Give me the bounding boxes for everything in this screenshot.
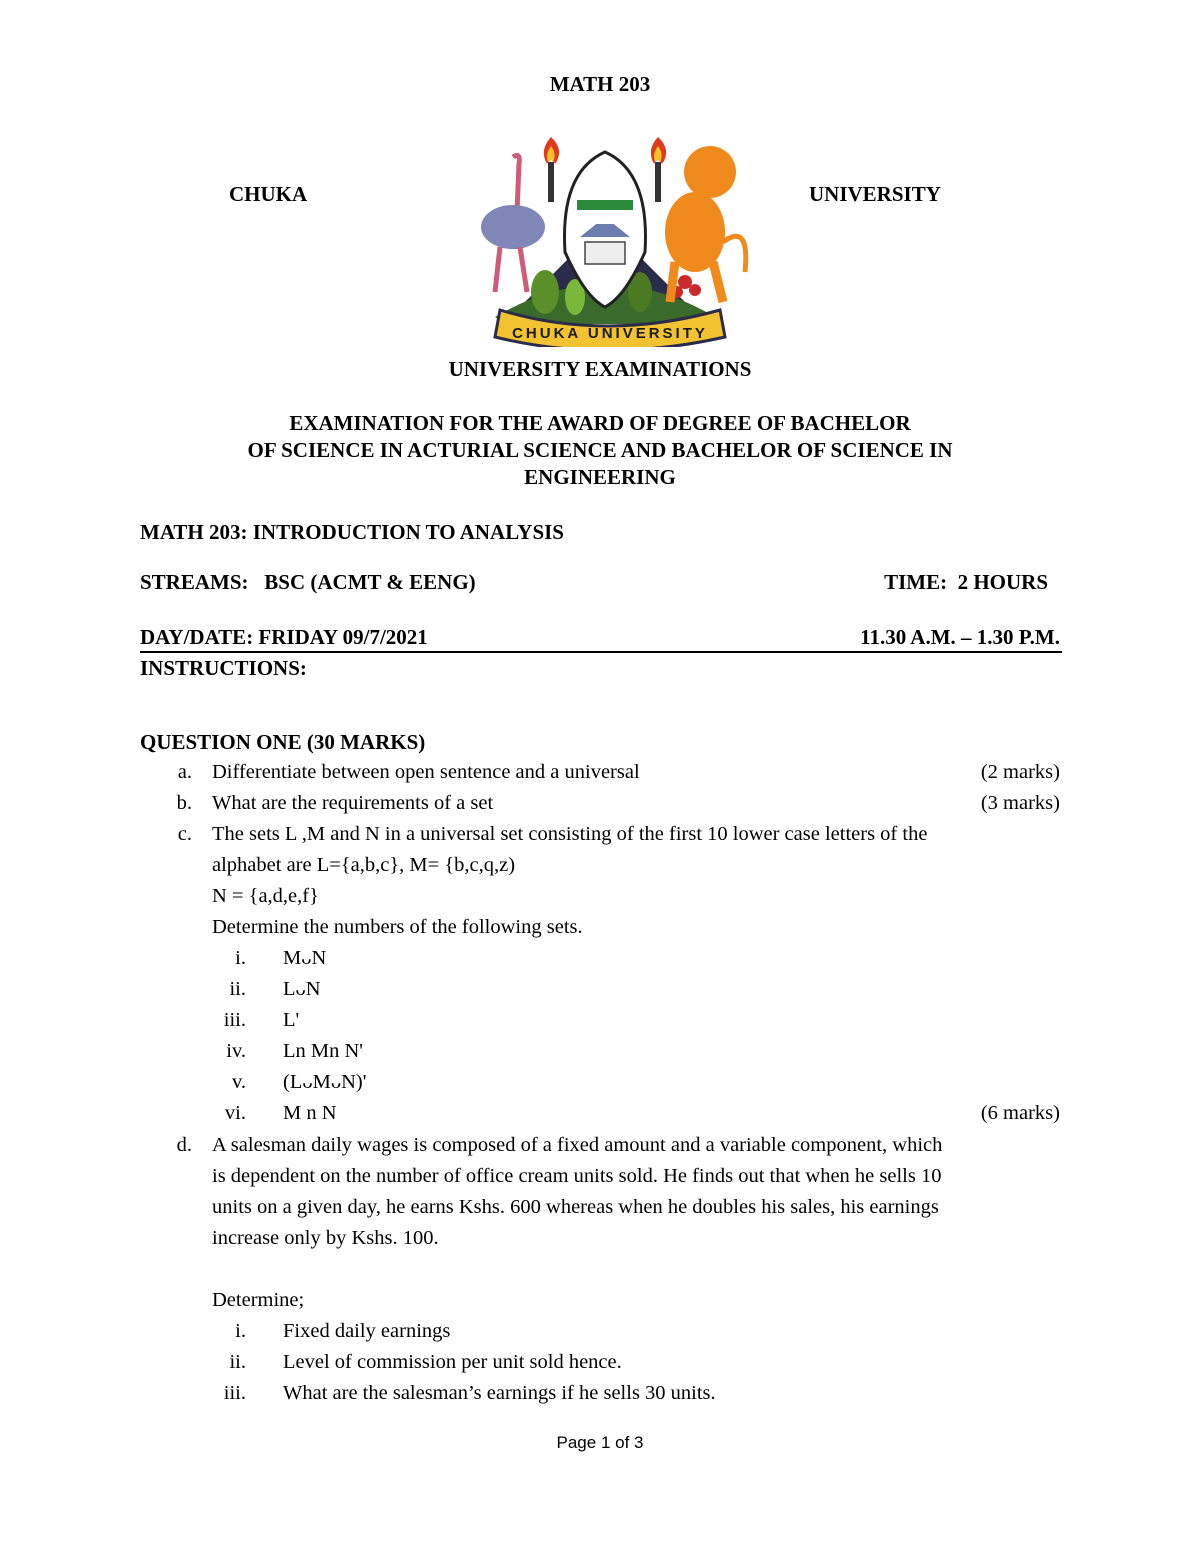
question-d-sub-i [140, 1320, 1060, 1348]
university-crest-logo [455, 132, 755, 347]
crest-banner-text: CHUKA UNIVERSITY [512, 325, 708, 342]
question-a [140, 761, 1060, 789]
sub-text: What are the salesman’s earnings if he sells 30 units. [283, 1382, 716, 1404]
question-c-line-2: alphabet are L={a,b,c}, M= {b,c,q,z) [212, 854, 516, 876]
question-d-line-3-row [140, 1196, 1060, 1224]
question-d-letter: d. [176, 1134, 192, 1156]
sub-number: iii. [223, 1382, 246, 1404]
exam-duration: TIME: 2 HOURS [884, 570, 1048, 594]
question-c-line-4: Determine the numbers of the following sets. [212, 916, 583, 938]
question-a-letter: a. [177, 761, 192, 783]
sub-number: iv. [226, 1040, 246, 1062]
question-d-line-3: units on a given day, he earns Kshs. 600 whereas when he doubles his sales, his earnings [212, 1196, 939, 1218]
sub-text: MᴗN [283, 947, 327, 969]
question-c-sub-i [140, 947, 1060, 975]
question-c-letter: c. [177, 823, 192, 845]
question-d-line-4-row [140, 1227, 1060, 1255]
question-c [140, 823, 1060, 851]
question-a-marks: (2 marks) [980, 761, 1060, 783]
question-d-sub-ii [140, 1351, 1060, 1379]
question-c-line-1: The sets L ,M and N in a universal set consisting of the first 10 lower case letters of the [212, 823, 928, 845]
question-d-line-2: is dependent on the number of office cream units sold. He finds out that when he sells 10 [212, 1165, 942, 1187]
time-range: 11.30 A.M. – 1.30 P.M. [860, 625, 1060, 649]
question-c-sub-iii [140, 1009, 1060, 1037]
question-b-text: What are the requirements of a set [212, 792, 494, 814]
question-b-letter: b. [176, 792, 192, 814]
question-d-line-2-row [140, 1165, 1060, 1193]
sub-text: M n N [283, 1102, 337, 1124]
award-line-2: OF SCIENCE IN ACTURIAL SCIENCE AND BACHELOR OF SCIENCE IN [247, 438, 953, 462]
sub-text: (LᴗMᴗN)' [283, 1071, 367, 1093]
question-c-sub-iv [140, 1040, 1060, 1068]
sub-text: LᴗN [283, 978, 321, 1000]
question-c-line-3: N = {a,d,e,f} [212, 885, 319, 907]
header-divider [140, 651, 1062, 653]
instructions-heading: INSTRUCTIONS: [140, 656, 307, 680]
header-left-word: CHUKA [229, 182, 308, 206]
question-c-sub-ii [140, 978, 1060, 1006]
question-d-line-4: increase only by Kshs. 100. [212, 1227, 439, 1249]
question-a-text: Differentiate between open sentence and a universal [212, 761, 640, 783]
question-c-sub-vi [140, 1102, 1060, 1130]
sub-number: i. [235, 947, 246, 969]
question-d-sub-iii [140, 1382, 1060, 1410]
question-c-line-4-row [140, 916, 1060, 944]
question-c-line-3-row [140, 885, 1060, 913]
question-d-determine: Determine; [212, 1289, 305, 1311]
sub-number: i. [235, 1320, 246, 1342]
question-d [140, 1134, 1060, 1162]
sub-text: L' [283, 1009, 300, 1031]
sub-number: iii. [223, 1009, 246, 1031]
question-b [140, 792, 1060, 820]
sub-number: v. [231, 1071, 246, 1093]
sub-number: ii. [229, 978, 246, 1000]
sub-text: Ln Mn N' [283, 1040, 363, 1062]
question-d-determine-row [140, 1289, 1060, 1317]
course-code: MATH 203 [549, 72, 651, 96]
day-date: DAY/DATE: FRIDAY 09/7/2021 [140, 625, 428, 649]
sub-number: ii. [229, 1351, 246, 1373]
question-b-marks: (3 marks) [980, 792, 1060, 814]
page-number: Page 1 of 3 [556, 1433, 644, 1452]
question-d-line-1: A salesman daily wages is composed of a fixed amount and a variable component, which [212, 1134, 943, 1156]
question-c-marks: (6 marks) [980, 1102, 1060, 1124]
sub-text: Level of commission per unit sold hence. [283, 1351, 622, 1373]
sub-text: Fixed daily earnings [283, 1320, 451, 1342]
award-line-3: ENGINEERING [524, 465, 676, 489]
header-right-word: UNIVERSITY [809, 182, 941, 206]
question-one-title: QUESTION ONE (30 MARKS) [140, 730, 426, 754]
sub-number: vi. [224, 1102, 246, 1124]
question-c-line-2-row [140, 854, 1060, 882]
award-line-1: EXAMINATION FOR THE AWARD OF DEGREE OF BACHELOR [289, 411, 911, 435]
question-c-sub-v [140, 1071, 1060, 1099]
streams: STREAMS: BSC (ACMT & EENG) [140, 570, 476, 594]
exam-title: UNIVERSITY EXAMINATIONS [448, 357, 752, 381]
unit-title: MATH 203: INTRODUCTION TO ANALYSIS [140, 520, 564, 544]
